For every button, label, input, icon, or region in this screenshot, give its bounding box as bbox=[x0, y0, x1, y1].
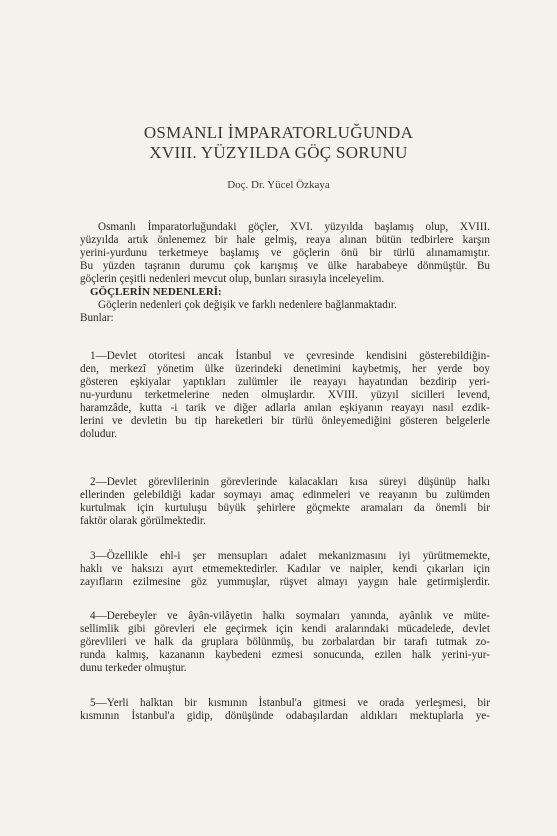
text-line: den, merkezî yönetim ülke üzerindeki denetimini kaybetmiş, her yerde boy bbox=[80, 363, 490, 375]
text-line: nu-yurdunu terketmelerine neden olmuşlardır. XVIII. yüzyıl sicilleri levend, bbox=[80, 389, 490, 401]
text-line: faktör olarak görülmektedir. bbox=[80, 515, 206, 527]
text-line: Bunlar: bbox=[80, 312, 114, 324]
text-line: doludur. bbox=[80, 428, 117, 440]
article-title-line1: OSMANLI İMPARATORLUĞUNDA bbox=[143, 123, 414, 142]
text-line: 3—Özellikle ehl-i şer mensupları adalet mekanizmasını iyi yürütmemekte, bbox=[90, 550, 490, 562]
intro-paragraph bbox=[80, 221, 490, 325]
text-line: Bu yüzden taşranın durumu çok karışmış ve ülke harababeye dönmüştür. Bu bbox=[80, 260, 490, 272]
text-line: görevlileri ve halk da gruplara bölünmüş, bu zorbalardan bir tarafı tutmak zo- bbox=[80, 636, 490, 648]
reason-paragraph-3 bbox=[80, 550, 490, 589]
reason-paragraph-5 bbox=[80, 697, 490, 723]
text-line: 1—Devlet otoritesi ancak İstanbul ve çevresinde kendisini gösterebildiğin- bbox=[90, 350, 490, 362]
reason-paragraph-4 bbox=[80, 610, 490, 675]
text-line: 5—Yerli halktan bir kısmının İstanbul'a gitmesi ve orada yerleşmesi, bir bbox=[90, 697, 490, 709]
text-line: 2—Devlet görevlilerinin görevlerinde kalacakları kısa süreyi düşünüp halkı bbox=[90, 476, 490, 488]
text-line: ellerinden gelebildiği kadar soymayı amaç edinmeleri ve reayanın bu zulümden bbox=[80, 489, 490, 501]
text-line: haramzâde, kutta -i tarik ve diğer adlarla anılan eşkiyanın reayayı nasıl ezdik- bbox=[80, 402, 490, 414]
text-line: Göçlerin nedenleri çok değişik ve farklı nedenlere bağlanmaktadır. bbox=[98, 299, 397, 311]
text-line: runda kalmış, kazananın kaybedeni ezmesi sonucunda, ezilen halk yerini-yur- bbox=[80, 649, 490, 661]
article-title-line2: XVIII. YÜZYILDA GÖÇ SORUNU bbox=[149, 143, 408, 162]
section-heading: GÖÇLERİN NEDENLERİ: bbox=[90, 286, 222, 298]
text-line: göçlerin çeşitli nedenleri mevcut olup, bunları sırasıyla inceleyelim. bbox=[80, 273, 385, 285]
text-line: gösteren eşkiyalar yaptıkları zulümler ile reayayı hayatından bezdirip yeri- bbox=[80, 376, 490, 388]
text-line: sellimlik gibi görevleri ele geçirmek için kendi aralarındaki mücadelede, devlet bbox=[80, 623, 490, 635]
text-line: dunu terkeder olmuştur. bbox=[80, 662, 187, 674]
text-line: lerini ve devletin bu tip hareketleri bir türlü önleyemediğini gösteren belgelerle bbox=[80, 415, 490, 427]
reason-paragraph-2 bbox=[80, 476, 490, 528]
text-line: zayıfların ezilmesine göz yummuşlar, rüşvet almayı yaygın hale getirmişlerdir. bbox=[80, 576, 490, 588]
author-name: Doç. Dr. Yücel Özkaya bbox=[227, 179, 330, 191]
text-line: kurtulmak için kurtuluşu büyük şehirlere göçmekte aramaları da önemli bir bbox=[80, 502, 490, 514]
text-line: haklı ve haksızı ayırt etmemektedirler. Kadılar ve naipler, kendi çıkarları için bbox=[80, 563, 490, 575]
text-line: yerini-yurdunu terketmeye başlamış ve göçlerin önü bir türlü alınamamıştır. bbox=[80, 247, 490, 259]
text-line: kısmının İstanbul'a gidip, dönüşünde odabaşılardan aldıkları mektuplarla ye- bbox=[80, 710, 490, 722]
text-line: 4—Derebeyler ve âyân-vilâyetin halkı soymaları yanında, ayânlık ve müte- bbox=[90, 610, 490, 622]
text-line: Osmanlı İmparatorluğundaki göçler, XVI. yüzyılda başlamış olup, XVIII. bbox=[98, 221, 490, 233]
reason-paragraph-1 bbox=[80, 350, 490, 441]
text-line: yüzyılda artık önlenemez bir hale gelmiş, reaya alınan bütün tedbirlere karşın bbox=[80, 234, 490, 246]
